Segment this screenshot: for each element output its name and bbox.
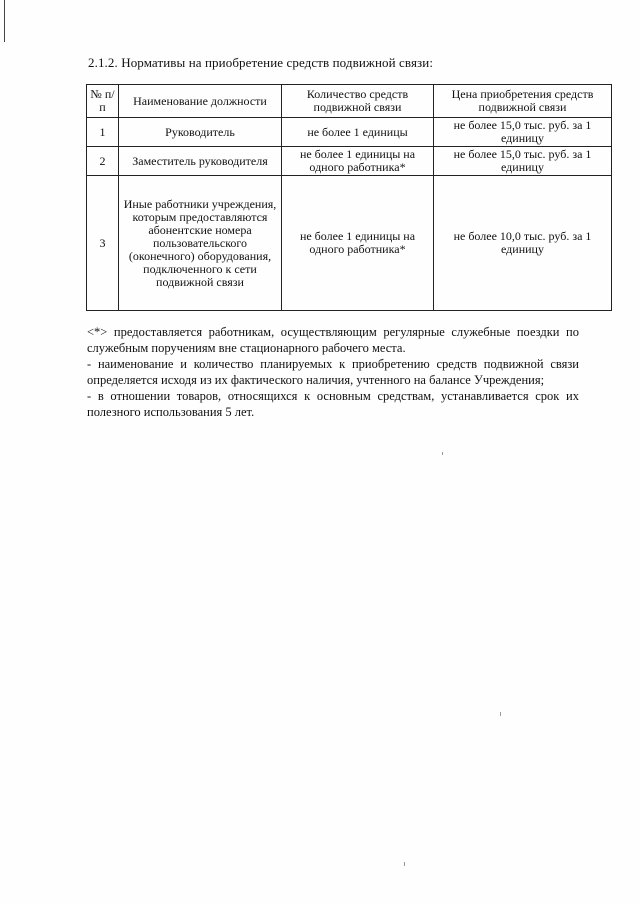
scan-speck	[404, 862, 405, 866]
table-row	[87, 176, 612, 311]
table-row	[87, 147, 612, 176]
table-header-row	[87, 85, 612, 118]
cell-quantity: не более 1 единицы на одного работника*	[282, 147, 434, 176]
scan-speck	[500, 712, 501, 716]
note-item: - в отношении товаров, относящихся к основным средствам, устанавливается срок их полезного использования 5 лет.	[87, 389, 579, 419]
scan-edge-line	[4, 0, 5, 42]
norms-table	[86, 84, 612, 311]
header-position: Наименование должности	[119, 85, 282, 118]
cell-quantity: не более 1 единицы на одного работника*	[282, 176, 434, 311]
cell-num: 3	[87, 176, 119, 311]
cell-position: Заместитель руководителя	[119, 147, 282, 176]
cell-quantity: не более 1 единицы	[282, 118, 434, 147]
cell-price: не более 15,0 тыс. руб. за 1 единицу	[434, 147, 612, 176]
scan-speck	[442, 452, 443, 455]
cell-num: 1	[87, 118, 119, 147]
header-price: Цена приобретения средств подвижной связи	[434, 85, 612, 118]
header-quantity: Количество средств подвижной связи	[282, 85, 434, 118]
notes-block	[87, 324, 579, 420]
table-row	[87, 118, 612, 147]
header-num: № п/п	[87, 85, 119, 118]
cell-position: Иные работники учреждения, которым предоставляются абонентские номера пользовательского (оконечного) оборудования, подключенного к сети подвижной связи	[119, 176, 282, 311]
cell-num: 2	[87, 147, 119, 176]
cell-price: не более 10,0 тыс. руб. за 1 единицу	[434, 176, 612, 311]
note-item: - наименование и количество планируемых к приобретению средств подвижной связи определяется исходя из их фактического наличия, учтенного на балансе Учреждения;	[87, 357, 579, 387]
cell-price: не более 15,0 тыс. руб. за 1 единицу	[434, 118, 612, 147]
footnote-text: <*> предоставляется работникам, осуществляющим регулярные служебные поездки по служебным поручениям вне стационарного рабочего места.	[87, 325, 579, 355]
cell-position: Руководитель	[119, 118, 282, 147]
section-heading: 2.1.2. Нормативы на приобретение средств подвижной связи:	[88, 55, 434, 70]
